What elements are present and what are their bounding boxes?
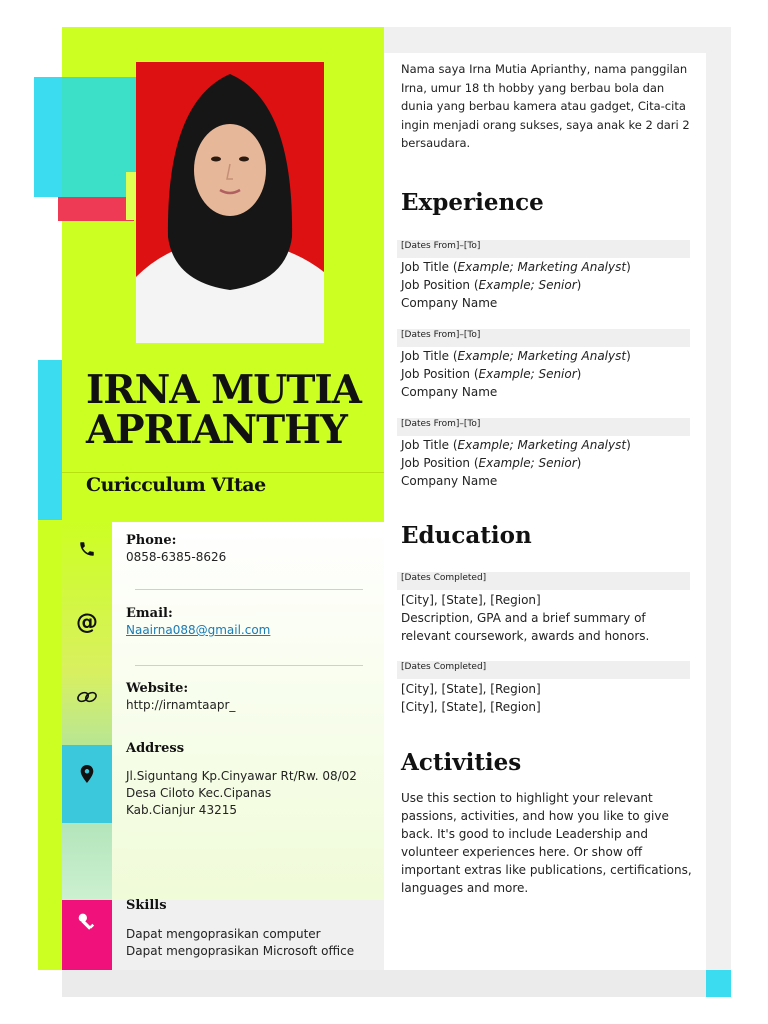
experience-dates: [Dates From]–[To] xyxy=(397,240,690,258)
at-icon: @ xyxy=(76,610,98,635)
experience-dates: [Dates From]–[To] xyxy=(397,418,690,436)
name-line-1: IRNA MUTIA xyxy=(86,367,361,413)
address-line-1: Jl.Siguntang Kp.Cinyawar Rt/Rw. 08/02 xyxy=(126,769,357,783)
address-value xyxy=(126,768,376,819)
decor-strip-cyan xyxy=(38,360,62,522)
email-label: Email: xyxy=(126,606,173,621)
intro-paragraph: Nama saya Irna Mutia Aprianthy, nama panggilan Irna, umur 18 th hobby yang berbau bola dan dunia yang berbau kamera atau gadget, Cita-cita ingin menjadi orang sukses, saya anak ke 2 dari 2 bersaudara. xyxy=(401,62,690,150)
website-value[interactable]: http://irnamtaapr_ xyxy=(126,698,236,712)
candidate-name xyxy=(86,367,376,453)
decor-block-red xyxy=(58,197,134,221)
company-name: Company Name xyxy=(401,385,498,399)
education-description: Description, GPA and a brief summary of relevant coursework, awards and honors. xyxy=(401,611,650,643)
divider xyxy=(135,589,363,590)
experience-item xyxy=(401,347,696,401)
education-dates: [Dates Completed] xyxy=(397,572,690,590)
location-pin-icon xyxy=(62,765,112,788)
education-item xyxy=(401,591,696,645)
job-position: Job Position (Example; Senior) xyxy=(401,278,582,292)
education-location: [City], [State], [Region] xyxy=(401,593,541,607)
education-item xyxy=(401,680,696,716)
education-heading: Education xyxy=(401,522,532,549)
divider xyxy=(62,472,384,473)
address-label: Address xyxy=(126,741,185,756)
bottom-band xyxy=(62,970,706,997)
name-line-2: APRIANTHY xyxy=(86,407,347,453)
job-position: Job Position (Example; Senior) xyxy=(401,456,582,470)
portrait-illustration xyxy=(136,62,324,343)
experience-heading: Experience xyxy=(401,189,544,216)
company-name: Company Name xyxy=(401,474,498,488)
activities-heading: Activities xyxy=(401,749,522,776)
phone-value: 0858-6385-8626 xyxy=(126,550,227,564)
divider xyxy=(135,665,363,666)
phone-label: Phone: xyxy=(126,533,177,548)
job-position: Job Position (Example; Senior) xyxy=(401,367,582,381)
company-name: Company Name xyxy=(401,296,498,310)
skills-label: Skills xyxy=(126,898,167,913)
job-title: Job Title (Example; Marketing Analyst) xyxy=(401,438,631,452)
activities-text: Use this section to highlight your relevant passions, activities, and how you like to give back. It's good to include Leadership and volunteer experiences here. Or show off important extras like publications, certifications, languages and more. xyxy=(401,791,692,895)
skill-item: Dapat mengoprasikan computer xyxy=(126,927,321,941)
education-dates: [Dates Completed] xyxy=(397,661,690,679)
decor-corner-cyan xyxy=(706,970,731,997)
decor-strip-lime xyxy=(38,520,62,970)
address-line-2: Desa Ciloto Kec.Cipanas xyxy=(126,786,272,800)
key-icon xyxy=(62,912,112,937)
job-title: Job Title (Example; Marketing Analyst) xyxy=(401,349,631,363)
address-line-3: Kab.Cianjur 43215 xyxy=(126,803,237,817)
phone-icon xyxy=(62,540,112,563)
education-location: [City], [State], [Region] xyxy=(401,682,541,696)
document-subtitle: Curicculum VItae xyxy=(86,474,266,496)
website-label: Website: xyxy=(126,681,189,696)
profile-photo xyxy=(136,62,324,343)
link-icon xyxy=(62,688,112,711)
job-title: Job Title (Example; Marketing Analyst) xyxy=(401,260,631,274)
skill-item: Dapat mengoprasikan Microsoft office xyxy=(126,944,355,958)
skills-list xyxy=(126,926,376,960)
experience-item xyxy=(401,436,696,490)
experience-item xyxy=(401,258,696,312)
email-link[interactable]: Naairna088@gmail.com xyxy=(126,623,271,637)
experience-dates: [Dates From]–[To] xyxy=(397,329,690,347)
education-location: [City], [State], [Region] xyxy=(401,700,541,714)
